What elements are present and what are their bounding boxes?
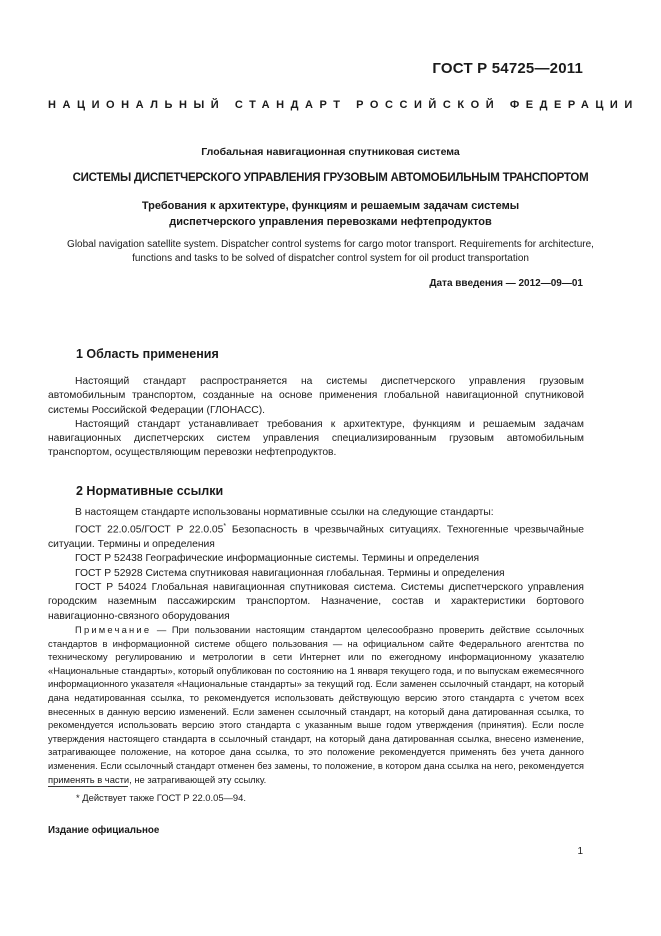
reference-code: ГОСТ 22.0.05/ГОСТ Р 22.0.05 [75,524,224,536]
title-main: СИСТЕМЫ ДИСПЕТЧЕРСКОГО УПРАВЛЕНИЯ ГРУЗОВЫМ АВТОМОБИЛЬНЫМ ТРАНСПОРТОМ [72,172,589,184]
reference-item: ГОСТ Р 52928 Система спутниковая навигационная глобальная. Термины и определения [75,567,505,579]
section-1-paragraph-2: Настоящий стандарт устанавливает требования к архитектуре, функциям и решаемым задачам навигационных диспетчерских систем управления специализированным грузовым автомобильным транспортом, осуществляющим перевозки нефтепродуктов. [48,418,584,459]
title-subtitle-line-2: диспетчерского управления перевозками нефтепродуктов [169,216,492,228]
edition-label: Издание официальное [48,825,160,836]
section-2-heading: 2 Нормативные ссылки [76,484,224,498]
footnote-marker: * [223,523,227,531]
section-1-paragraph-1: Настоящий стандарт распространяется на системы диспетчерского управления грузовым автомобильным транспортом, созданные на основе применения глобальной навигационной спутниковой системы Российской Федерации (ГЛОНАСС). [48,376,584,416]
introduction-date: Дата введения — 2012—09—01 [429,278,583,289]
reference-title: Безопасность в чрезвычайных ситуациях. Техногенные чрезвычайные ситуации. Термины и определения [48,524,584,551]
page-number: 1 [577,846,583,857]
title-english-line-1: Global navigation satellite system. Dispatcher control systems for cargo motor transport. Requirements for architecture, [67,239,594,250]
references-intro: В настоящем стандарте использованы нормативные ссылки на следующие стандарты: [75,507,494,518]
footnote: * Действует также ГОСТ Р 22.0.05—94. [76,792,246,803]
title-english [40,238,621,266]
reference-item: ГОСТ Р 54024 Глобальная навигационная спутниковая система. Системы диспетчерского управления городским наземным пассажирским транспортом. Назначение, состав и характеристики бортового навигационно-связного оборудования [48,581,584,622]
section-1-heading: 1 Область применения [76,347,219,361]
reference-item: ГОСТ Р 52438 Географические информационные системы. Термины и определения [75,553,480,565]
note-paragraph [48,623,584,786]
footnote-divider [48,786,128,787]
title-system: Глобальная навигационная спутниковая система [201,146,460,158]
standard-title: НАЦИОНАЛЬНЫЙ СТАНДАРТ РОССИЙСКОЙ ФЕДЕРАЦИИ [48,99,639,111]
section-2-body [48,506,584,624]
reference-item [48,520,584,552]
section-1-body [48,375,584,461]
gost-number: ГОСТ Р 54725—2011 [432,60,583,77]
note-block [48,623,584,786]
note-label: Примечание [75,624,152,635]
note-text: — При пользовании настоящим стандартом целесообразно проверить действие ссылочных стандартов в информационной системе общего пользования — на официальном сайте Федерального агентства по техническому регулированию и метрологии в сети Интернет или по ежегодному информационному указателю «Национальные стандарты», который опубликован по состоянию на 1 января текущего года, и по выпускам ежемесячного информационного указателя «Национальные стандарты» за текущий год. Если заменен ссылочный стандарт, на который дана недатированная ссылка, то рекомендуется использовать действующую версию этого стандарта с учетом всех внесенных в данную версию изменений. Если заменен ссылочный стандарт, на который дана датированная ссылка, то рекомендуется использовать версию этого стандарта с указанным выше годом утверждения (принятия). Если после утверждения настоящего стандарта в ссылочный стандарт, на который дана датированная ссылка, внесено изменение, затрагивающее положение, на которое дана ссылка, то это положение рекомендуется применять без учета данного изменения. Если ссылочный стандарт отменен без замены, то положение, в котором дана ссылка на него, рекомендуется применять в части, не затрагивающей эту ссылку. [48,624,584,785]
title-english-line-2: functions and tasks to be solved of dispatcher control system for oil product transportation [132,253,529,264]
title-subtitle [40,198,621,230]
title-subtitle-line-1: Требования к архитектуре, функциям и решаемым задачам системы [141,200,520,212]
